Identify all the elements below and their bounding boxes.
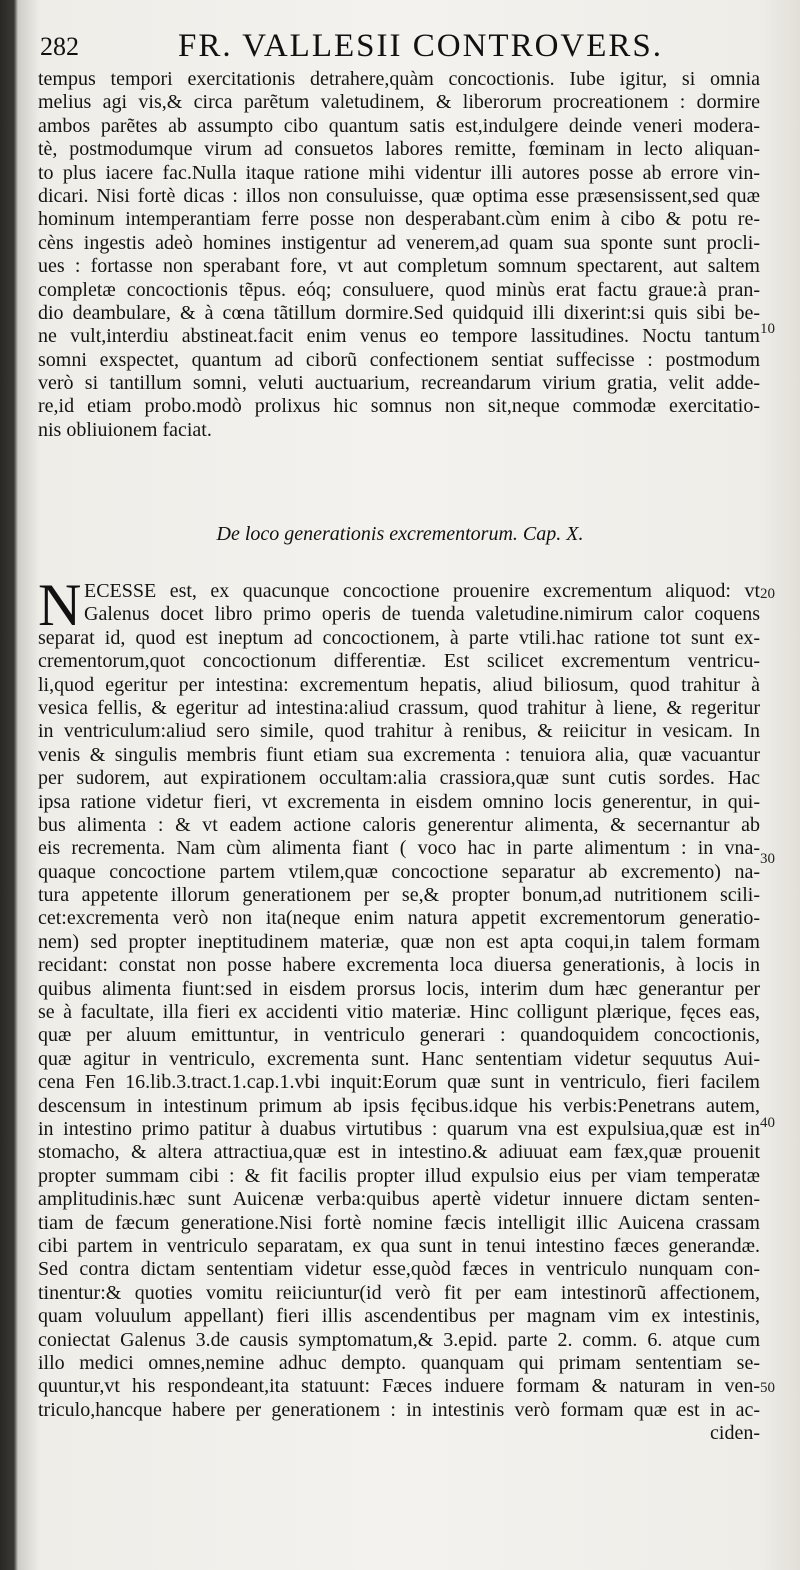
text-line: dio deambulare, & à cœna tãtillum dormire.Sed quidquid illi dixerint:si quis sibi be- — [38, 301, 760, 324]
text-line: venis & singulis membris fiunt etiam sua excrementa : tenuiora alia, quæ vacuantur — [38, 743, 760, 766]
text-line: completæ concoctionis tẽpus. eóq; consuluere, quod minùs erat factu graue:à pran- — [38, 278, 760, 301]
text-line: cena Fen 16.lib.3.tract.1.cap.1.vbi inquit:Eorum quæ sunt in ventriculo, fieri facilem — [38, 1071, 760, 1094]
text-line: quæ per aluum emittuntur, in ventriculo generari : quandoquidem concoctionis, — [38, 1024, 760, 1047]
text-line: illo medici omnes,nemine adhuc dempto. quanquam qui primam sententiam se- — [38, 1351, 760, 1374]
text-line: recidant: constat non posse habere excrementa loca diuersa generationis, à locis in — [38, 954, 760, 977]
text-line: ciden- — [710, 1422, 760, 1445]
text-line: separat id, quod est ineptum ad concoctionem, à parte vtili.hac ratione tot sunt ex- — [38, 626, 760, 649]
text-line: tempus tempori exercitationis detrahere,quàm concoctionis. Iube igitur, si omnia — [38, 68, 760, 90]
text-line: hominum intemperantiam ferre posse non desperabant.cùm enim à cibo & potu re- — [38, 208, 760, 231]
text-line: eis recrementa. Nam cùm alimenta fiant ( voco hac in parte alimentum : in vna- — [38, 837, 760, 860]
text-line: to plus iacere fac.Nulla itaque ratione mihi videntur illi autores posse ab errore vin- — [38, 161, 760, 184]
text-line: ues : fortasse non sperabant fore, vt aut completum somnum spectarent, aut saltem — [38, 255, 760, 278]
text-line: tura appetente illorum generationem per se,& propter bonum,ad nutritionem scili- — [38, 884, 760, 907]
text-line: ambos parẽtes ab assumpto cibo quantum satis est,indulgere deinde veneri modera- — [38, 114, 760, 137]
text-line: se à facultate, illa fieri ex accidenti vitio materiæ. Hinc colligunt plærique, fęces eas, — [38, 1001, 760, 1024]
text-line: stomacho, & altera attractiua,quæ est in intestino.& adiuuat eam fæx,quæ prouenit — [38, 1141, 760, 1164]
text-line: cèns ingestis adeò homines instigentur ad venerem,ad quam sua sponte sunt procli- — [38, 231, 760, 254]
text-line: in intestino primo patitur à duabus virtutibus : quarum vna est expulsiua,quæ est in — [38, 1117, 760, 1140]
drop-cap: N — [38, 572, 82, 638]
page-header — [40, 28, 760, 68]
text-line: quuntur,vt his respondeant,ita statuunt: Fæces induere formam & naturam in ven- — [38, 1375, 760, 1398]
margin-line-number: 10 — [760, 321, 775, 337]
text-line: ne vult,interdiu abstineat.facit enim venus eo tempore lassitudines. Noctu tantum — [38, 325, 760, 348]
text-line: nem) sed propter ineptitudinem materiæ, quæ non est apta coqui,in talem formam — [38, 930, 760, 953]
text-line: tè, postmodumque virum ad consuetos labores remitte, fœminam in lecto aliquan- — [38, 138, 760, 161]
text-line: re,id etiam probo.modò prolixus hic somnus non sit,neque commodæ exercitatio- — [38, 395, 760, 418]
text-line: quaque concoctione partem vtilem,quæ concoctione separatur ab excremento) na- — [38, 860, 760, 883]
running-head: FR. VALLESII CONTROVERS. — [178, 28, 664, 64]
text-line: amplitudinis.hæc sunt Auicenæ verba:quibus apertè videtur innuere dictam senten- — [38, 1188, 760, 1211]
text-line: quæ agitur in ventriculo, excrementa sunt. Hanc sententiam videtur sequutus Aui- — [38, 1047, 760, 1070]
margin-line-number: 30 — [760, 851, 775, 867]
margin-line-number: 50 — [760, 1380, 775, 1396]
text-line: per sudorem, aut expirationem occultam:alia crassiora,quæ sunt cutis sordes. Hac — [38, 767, 760, 790]
text-line: ipsa ratione videtur fieri, vt excrementa in eisdem omnino locis generentur, in qui- — [38, 790, 760, 813]
text-line: quibus alimenta fiunt:sed in eisdem prorsus locis, interim dum hæc generantur per — [38, 977, 760, 1000]
text-line: crementorum,quot concoctionum differentiæ. Est scilicet excrementum ventricu- — [38, 650, 760, 673]
text-line: Galenus docet libro primo operis de tuenda valetudine.nimirum calor coquens — [84, 603, 760, 626]
text-block-lower — [38, 572, 760, 1445]
text-line: cet:excrementa verò non ita(neque enim natura appetit excrementorum generatio- — [38, 907, 760, 930]
text-line: descensum in intestinum primum ab ipsis fęcibus.idque his verbis:Penetrans autem, — [38, 1094, 760, 1117]
page-number: 282 — [40, 32, 79, 61]
text-line: propter summam cibi : & fit facilis propter illud expulsio eius per viam temperatæ — [38, 1164, 760, 1187]
text-line: dicari. Nisi fortè dicas : illos non consuluisse, quæ optima esse præsensissent,sed quæ — [38, 184, 760, 207]
margin-line-number: 40 — [760, 1115, 775, 1131]
text-line: triculo,hancque habere per generationem : in intestinis verò formam quæ est in ac- — [38, 1398, 760, 1421]
text-line: tiam de fæcum generatione.Nisi fortè nomine fæcis intelligit illic Auicena crassam — [38, 1211, 760, 1234]
text-line: cibi partem in ventriculo separatam, ex qua sunt in tenui intestino fæces generandæ. — [38, 1234, 760, 1257]
text-line: quam voluulum appellant) fieri illis ascendentibus per magnam vim ex intestinis, — [38, 1305, 760, 1328]
text-line: coniectat Galenus 3.de causis symptomatum,& 3.epid. parte 2. comm. 6. atque cum — [38, 1328, 760, 1351]
text-line: verò si tantillum somni, veluti auctuarium, recreandarum virium gratia, velit adde- — [38, 372, 760, 395]
text-line: in ventriculum:aliud sero simile, quod trahitur à renibus, & reiicitur in vesicam. In — [38, 720, 760, 743]
chapter-heading: De loco generationis excrementorum. Cap. X. — [216, 523, 584, 545]
text-line: Sed contra dictam sententiam videtur esse,quòd fæces in ventriculo nunquam con- — [38, 1258, 760, 1281]
text-line: tinentur:& quoties vomitu reiiciuntur(id verò fit per eam intestinorũ affectionem, — [38, 1281, 760, 1304]
text-line: bus alimenta : & vt eadem actione caloris generentur alimenta, & secernantur ab — [38, 813, 760, 836]
text-block-upper — [38, 68, 760, 442]
text-line: melius agi vis,& circa parẽtum valetudinem, & liberorum procreationem : dormire — [38, 91, 760, 114]
text-line: li,quod egeritur per intestina: excrementum hepatis, aliud biliosum, quod trahitur à — [38, 673, 760, 696]
margin-line-number: 20 — [760, 586, 775, 602]
text-line: somni exspectet, quantum ad ciborũ confectionem sentiat suffecisse : postmodum — [38, 348, 760, 371]
text-line: ECESSE est, ex quacunque concoctione prouenire excrementum aliquod: vt — [84, 580, 760, 602]
text-line: nis obliuionem faciat. — [38, 418, 212, 441]
text-line: vesica fellis, & egeritur ad intestina:aliud crassum, quod trahitur à liene, & regeritur — [38, 696, 760, 719]
